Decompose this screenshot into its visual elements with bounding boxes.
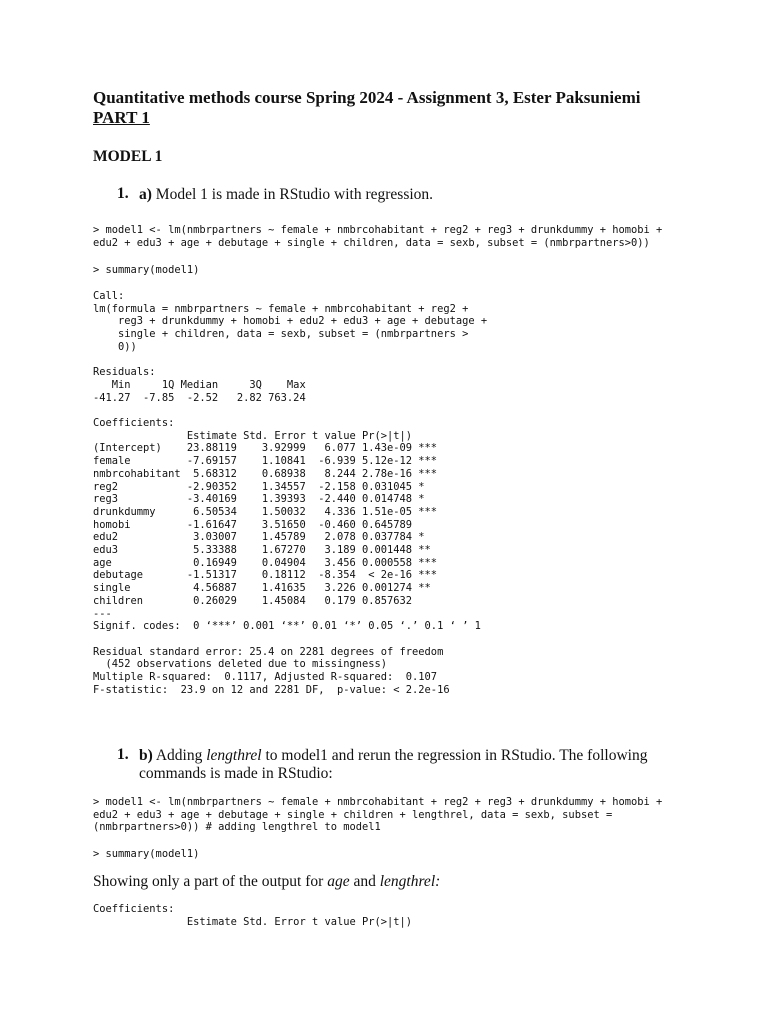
question-number: 1. — [117, 185, 129, 202]
question-text: Model 1 is made in RStudio with regression. — [151, 186, 434, 203]
part-heading: PART 1 — [93, 108, 150, 127]
output-note-text: and — [349, 873, 380, 890]
question-text: Adding — [152, 747, 207, 764]
question-1a — [139, 185, 433, 205]
output-note-term: lengthrel: — [379, 873, 441, 890]
question-letter: b) — [139, 747, 153, 764]
model-heading: MODEL 1 — [93, 148, 163, 165]
question-text: to model1 and rerun the regression in RStudio. The following — [261, 747, 648, 764]
question-letter: a) — [139, 186, 152, 203]
code-summary-command-2: > summary(model1) — [93, 848, 200, 860]
regression-output: Call: lm(formula = nmbrpartners ~ female + nmbrcohabitant + reg2 + reg3 + drunkdummy + homobi + edu2 + edu3 + age + debutage + single + children, data = sexb, subset = (nmbrpartners > 0)) Residuals: Min 1Q Median 3Q Max -41.27 -7.85 -2.52 2.82 763.24 Coefficients: Estimate Std. Error t value Pr(>|t|) (Intercept) 23.88119 3.92999 6.077 1.43e-09 *** female -7.69157 1.10841 -6.939 5.12e-12 *** nmbrcohabitant 5.68312 0.68938 8.244 2.78e-16 *** reg2 -2.90352 1.34557 -2.158 0.031045 * reg3 -3.40169 1.39393 -2.440 0.014748 * drunkdummy 6.50534 1.50032 4.336 1.51e-05 *** homobi -1.61647 3.51650 -0.460 0.645789 edu2 3.03007 1.45789 2.078 0.037784 * edu3 5.33388 1.67270 3.189 0.001448 ** age 0.16949 0.04904 3.456 0.000558 *** debutage -1.51317 0.18112 -8.354 < 2e-16 *** single 4.56887 1.41635 3.226 0.001274 ** children 0.26029 1.45084 0.179 0.857632 --- Signif. codes: 0 ‘***’ 0.001 ‘**’ 0.01 ‘*’ 0.05 ‘.’ 0.1 ‘ ’ 1 Residual standard error: 25.4 on 2281 degrees of freedom (452 observations deleted due to missingness) Multiple R-squared: 0.1117, Adjusted R-squared: 0.107 F-statistic: 23.9 on 12 and 2281 DF, p-value: < 2.2e-16 — [93, 290, 488, 696]
code-lm-command-2: > model1 <- lm(nmbrpartners ~ female + nmbrcohabitant + reg2 + reg3 + drunkdummy + homobi + edu2 + edu3 + age + debutage + single + children + lengthrel, data = sexb, subset = (nmbrpartners>0)) # adding lengthrel to model1 — [93, 796, 663, 834]
output-note-text: Showing only a part of the output for — [93, 873, 328, 890]
question-1b — [139, 746, 647, 766]
output-note — [93, 873, 440, 891]
output-note-term: age — [327, 873, 350, 890]
question-1b-line2: commands is made in RStudio: — [139, 765, 333, 782]
document-title: Quantitative methods course Spring 2024 - Assignment 3, Ester Paksuniemi — [93, 88, 641, 107]
code-summary-command: > summary(model1) — [93, 264, 200, 276]
code-lm-command: > model1 <- lm(nmbrpartners ~ female + nmbrcohabitant + reg2 + reg3 + drunkdummy + homobi + edu2 + edu3 + age + debutage + single + children, data = sexb, subset = (nmbrpartners>0)) — [93, 224, 663, 249]
question-number: 1. — [117, 746, 129, 763]
coefficients-header: Coefficients: Estimate Std. Error t value Pr(>|t|) — [93, 903, 413, 928]
question-term: lengthrel — [206, 747, 262, 764]
